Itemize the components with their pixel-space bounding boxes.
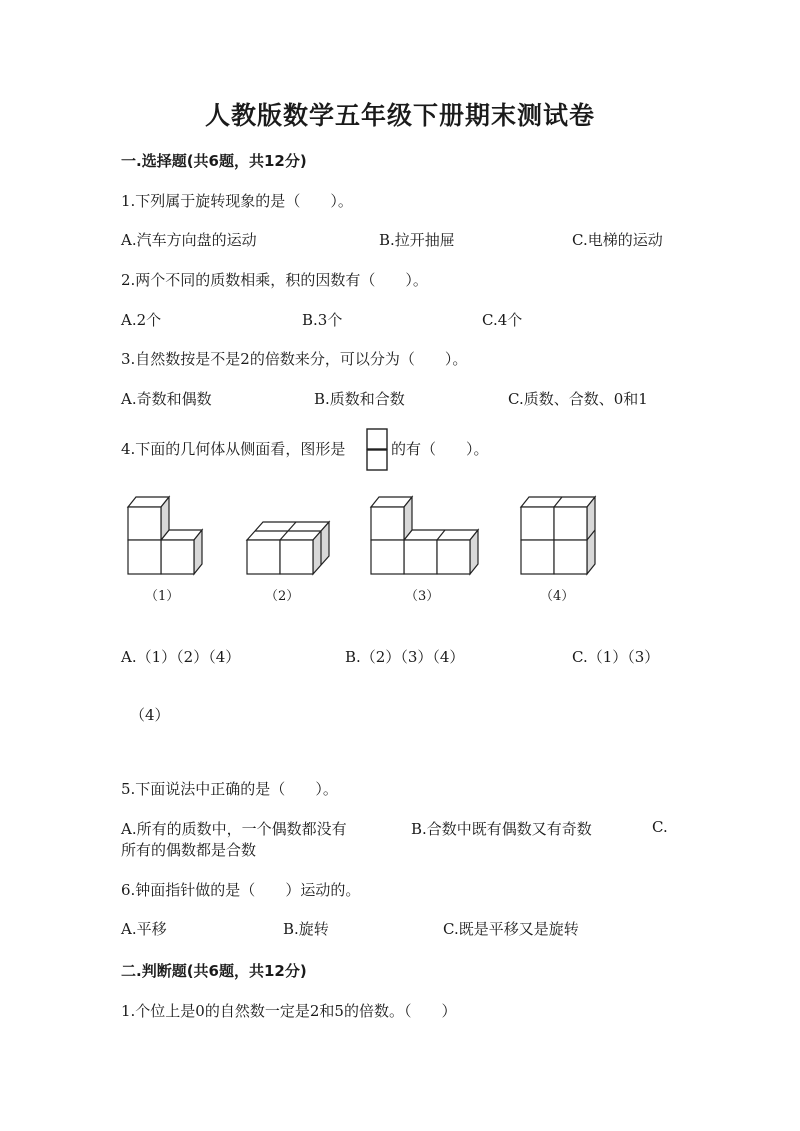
question-5-stem: 5.下面说法中正确的是（ ）。	[121, 780, 338, 798]
judge-question-1-stem: 1.个位上是0的自然数一定是2和5的倍数。（ ）	[121, 1002, 457, 1020]
question-6-stem: 6.钟面指针做的是（ ）运动的。	[121, 881, 361, 899]
question-5-option-a: A.所有的质数中，一个偶数都没有	[121, 820, 347, 838]
side-view-figure	[366, 428, 388, 476]
question-6-option-c: C.既是平移又是旋转	[443, 920, 579, 938]
solid-figure-2	[245, 518, 331, 576]
question-4-stem-before: 4.下面的几何体从侧面看，图形是	[121, 440, 346, 458]
solid-figure-3	[369, 494, 481, 576]
page-title: 人教版数学五年级下册期末测试卷	[204, 101, 595, 130]
question-1-stem: 1.下列属于旋转现象的是（ ）。	[121, 192, 353, 210]
question-2-option-b: B.3个	[302, 311, 343, 329]
question-5-option-b: B.合数中既有偶数又有奇数	[411, 820, 592, 838]
question-3-option-b: B.质数和合数	[314, 390, 405, 408]
question-4-option-b: B.（2）（3）（4）	[345, 648, 465, 666]
question-6-option-b: B.旋转	[283, 920, 329, 938]
question-5-option-c-cont: 所有的偶数都是合数	[121, 841, 257, 859]
figure-4-label: （4）	[540, 589, 575, 604]
question-1-option-c: C.电梯的运动	[572, 231, 663, 249]
figure-1-label: （1）	[145, 589, 180, 604]
figure-2-label: （2）	[265, 589, 300, 604]
question-5-option-c: C.	[652, 818, 668, 836]
question-4-option-c: C.（1）（3）	[572, 648, 660, 666]
solid-figure-4	[519, 494, 601, 576]
question-4-option-c-cont: （4）	[130, 706, 170, 724]
question-3-option-c: C.质数、合数、0和1	[508, 390, 648, 408]
question-6-option-a: A.平移	[121, 920, 167, 938]
question-3-option-a: A.奇数和偶数	[121, 390, 212, 408]
question-2-stem: 2.两个不同的质数相乘，积的因数有（ ）。	[121, 271, 428, 289]
section-heading-choice: 一.选择题(共6题，共12分)	[121, 152, 307, 170]
question-1-option-b: B.拉开抽屉	[379, 231, 455, 249]
section-heading-judge: 二.判断题(共6题，共12分)	[121, 962, 307, 980]
question-4-stem-after: 的有（ ）。	[391, 440, 489, 458]
question-4-option-a: A.（1）（2）（4）	[121, 648, 241, 666]
question-2-option-a: A.2个	[121, 311, 162, 329]
question-1-option-a: A.汽车方向盘的运动	[121, 231, 257, 249]
figure-3-label: （3）	[405, 589, 440, 604]
solid-figure-1	[126, 494, 208, 576]
question-2-option-c: C.4个	[482, 311, 523, 329]
question-3-stem: 3.自然数按是不是2的倍数来分，可以分为（ ）。	[121, 350, 468, 368]
